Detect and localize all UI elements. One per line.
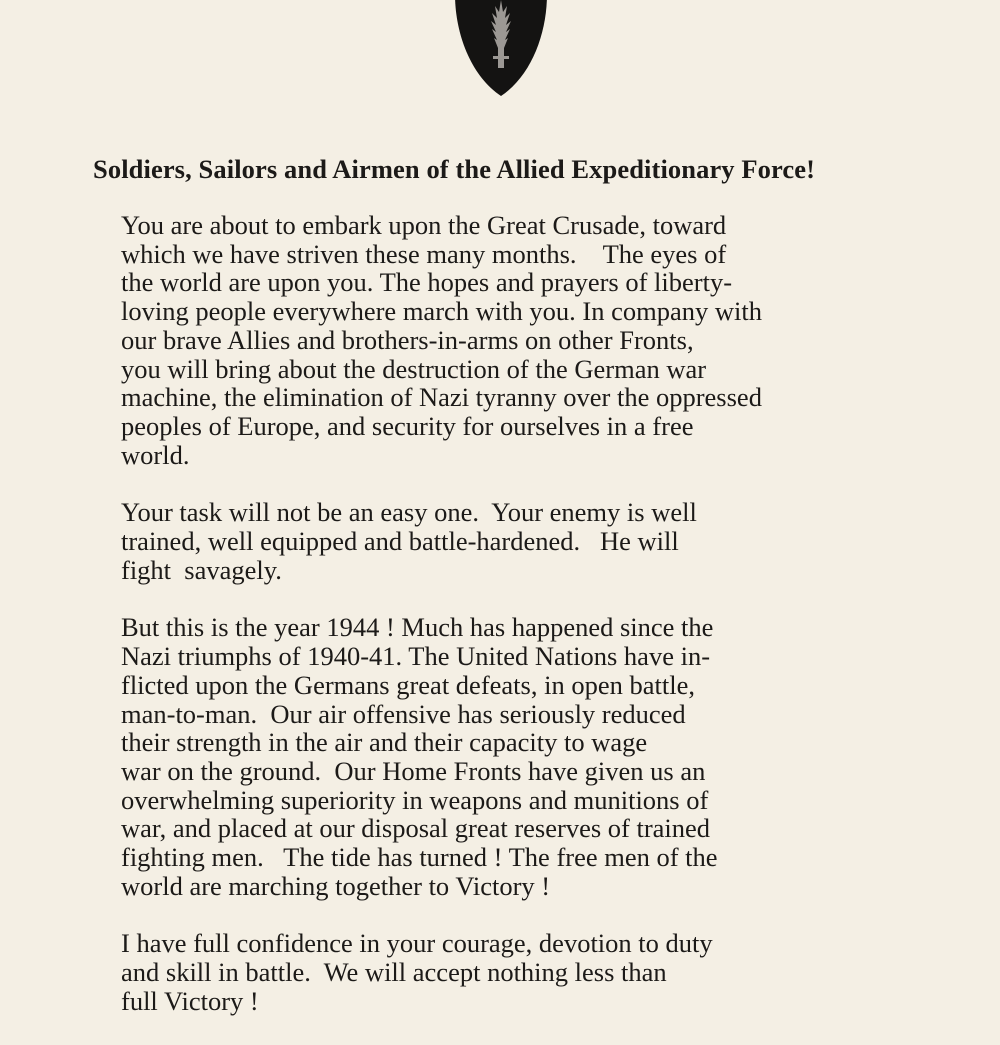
text-line: full Victory ! <box>121 985 259 1016</box>
text-line: fight savagely. <box>121 554 282 585</box>
text-line: I have full confidence in your courage, devotion to duty <box>121 928 713 959</box>
paragraph-1 <box>121 211 981 469</box>
text-line: you will bring about the destruction of the German war <box>121 353 707 384</box>
text-line: and skill in battle. We will accept nothing less than <box>121 957 667 988</box>
text-line: machine, the elimination of Nazi tyranny over the oppressed <box>121 382 762 413</box>
text-line: trained, well equipped and battle-hardened. He will <box>121 526 679 557</box>
text-line: Nazi triumphs of 1940-41. The United Nations have in- <box>121 641 711 672</box>
text-line: loving people everywhere march with you. In company with <box>121 296 762 327</box>
text-line: their strength in the air and their capacity to wage <box>121 727 648 758</box>
paragraph-4 <box>121 929 981 1015</box>
message-body <box>121 211 981 1045</box>
text-line: But this is the year 1944 ! Much has happened since the <box>121 612 714 643</box>
paragraph-2 <box>121 498 981 584</box>
text-line: Your task will not be an easy one. Your enemy is well <box>121 497 697 528</box>
text-line: which we have striven these many months. The eyes of <box>121 238 727 269</box>
text-line: the world are upon you. The hopes and prayers of liberty- <box>121 267 733 298</box>
text-line: peoples of Europe, and security for ourselves in a free <box>121 410 694 441</box>
shield-with-flaming-sword-icon <box>451 0 551 98</box>
text-line: fighting men. The tide has turned ! The free men of the <box>121 842 718 873</box>
text-line: man-to-man. Our air offensive has seriously reduced <box>121 698 686 729</box>
text-line: world. <box>121 439 190 470</box>
text-line: our brave Allies and brothers-in-arms on other Fronts, <box>121 324 694 355</box>
text-line: You are about to embark upon the Great Crusade, toward <box>121 210 727 240</box>
paragraph-3 <box>121 613 981 900</box>
text-line: war, and placed at our disposal great reserves of trained <box>121 813 711 844</box>
text-line: war on the ground. Our Home Fronts have given us an <box>121 755 706 786</box>
text-line: overwhelming superiority in weapons and munitions of <box>121 784 709 815</box>
text-line: world are marching together to Victory ! <box>121 870 551 901</box>
text-line: flicted upon the Germans great defeats, in open battle, <box>121 669 695 700</box>
salutation-heading: Soldiers, Sailors and Airmen of the Allied Expeditionary Force! <box>93 154 816 184</box>
